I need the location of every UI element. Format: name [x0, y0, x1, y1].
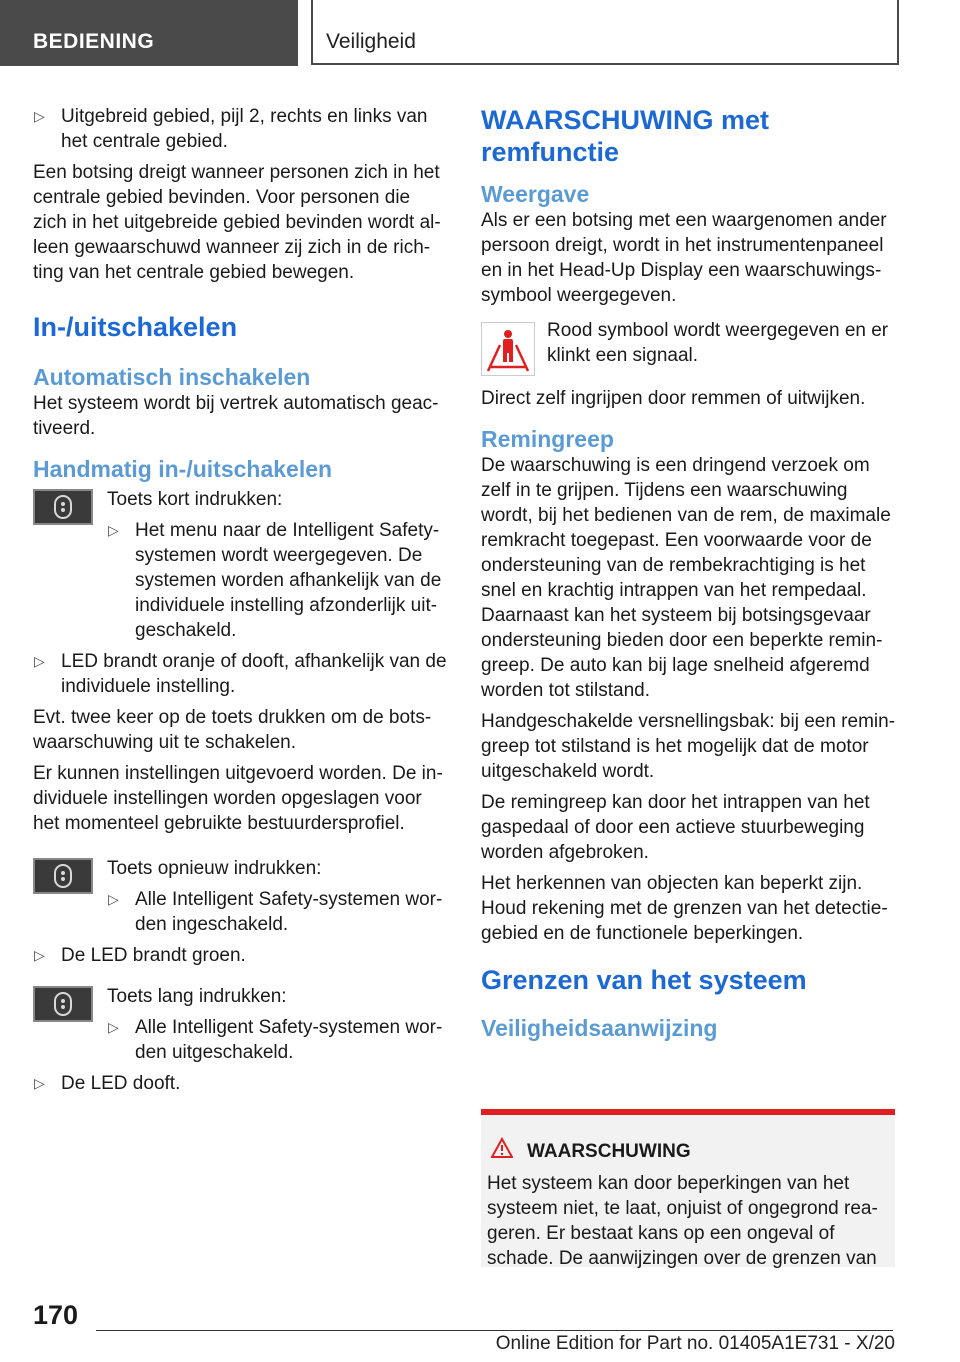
footer-edition: Online Edition for Part no. 01405A1E731 - X/20 — [495, 1333, 895, 1354]
list-item: ▷ Alle Intelligent Safety-systemen worden ingeschakeld. — [108, 889, 443, 935]
header-section-tab — [0, 0, 298, 66]
subsection-heading: Automatisch inschakelen — [33, 364, 311, 390]
triangle-bullet-icon: ▷ — [108, 522, 119, 538]
triangle-bullet-icon: ▷ — [34, 653, 45, 669]
section-heading: WAARSCHUWING met remfunctie — [481, 105, 769, 167]
right-column — [481, 104, 895, 1042]
list-item: ▷ Het menu naar de Intelligent Safety-systemen wordt weergegeven. De systemen worden afhankelijk van de individuele instelling afzonderlijk uitgeschakeld. — [108, 520, 442, 641]
subsection-heading: Weergave — [481, 181, 590, 207]
list-item: ▷ LED brandt oranje of dooft, afhankelijk van de individuele instelling. — [34, 651, 447, 697]
paragraph: Als er een botsing met een waargenomen ander persoon dreigt, wordt in het instrumentenpaneel en in het Head-Up Display een waarschuwingssymbool weergegeven. — [481, 210, 887, 306]
triangle-bullet-icon: ▷ — [108, 1019, 119, 1035]
paragraph: Het systeem wordt bij vertrek automatisch geactiveerd. — [33, 393, 439, 439]
symbol-description: Rood symbool wordt weergegeven en er klinkt een signaal. — [547, 320, 889, 366]
section-heading: In-/uitschakelen — [33, 312, 238, 342]
page-number: 170 — [33, 1300, 79, 1330]
triangle-bullet-icon: ▷ — [34, 108, 45, 124]
subsection-heading: Handmatig in-/uitschakelen — [33, 456, 333, 482]
paragraph: Het herkennen van objecten kan beperkt zijn. Houd rekening met de grenzen van het detectiegebied en de functionele beperkingen. — [481, 873, 888, 944]
header-section-label: BEDIENING — [33, 30, 155, 53]
warning-body: Het systeem kan door beperkingen van het systeem niet, te laat, onjuist of ongegrond reageren. Er bestaat kans op een ongeval of schade. De aanwijzingen over de grenzen van — [487, 1173, 878, 1269]
section-heading: Grenzen van het systeem — [481, 965, 807, 995]
button-instruction: Toets opnieuw indrukken: ▷ Alle Intelligent Safety-systemen worden ingeschakeld. — [33, 856, 448, 937]
footer-divider — [96, 1330, 893, 1331]
warning-symbol-row — [481, 318, 895, 382]
list-item: ▷ De LED dooft. — [34, 1073, 181, 1094]
triangle-bullet-icon: ▷ — [34, 1075, 45, 1091]
paragraph: De waarschuwing is een dringend verzoek om zelf in te grijpen. Tijdens een waarschuwing wordt, bij het bedienen van de rem, de maximale remkracht toegepast. Een voorwaarde voor de ondersteuning van de rembekrachtiging is het snel en krachtig intrappen van het rempedaal. Daarnaast kan het systeem bij botsingsgevaar ondersteuning bieden door een beperkte remingreep. De auto kan bij lage snelheid afgeremd worden tot stilstand. — [481, 455, 891, 701]
warning-triangle-icon — [491, 1137, 513, 1159]
warning-title: WAARSCHUWING — [527, 1141, 691, 1162]
subsection-heading: Veiligheidsaanwijzing — [481, 1015, 718, 1041]
subsection-heading: Remingreep — [481, 426, 614, 452]
safety-button-icon — [33, 489, 93, 525]
paragraph: De remingreep kan door het intrappen van het gaspedaal of door een actieve stuurbeweging worden afgebroken. — [481, 792, 870, 863]
safety-button-icon — [33, 858, 93, 894]
left-column — [33, 104, 448, 1102]
button-instruction: Toets kort indrukken: ▷ Het menu naar de Intelligent Safety-systemen wordt weergegeven. De systemen worden afhankelijk van de individuele instelling afzonderlijk uitgeschakeld. — [33, 487, 448, 643]
paragraph: Evt. twee keer op de toets drukken om de botswaarschuwing uit te schakelen. — [33, 707, 432, 753]
paragraph: Er kunnen instellingen uitgevoerd worden. De individuele instellingen worden opgeslagen voor het momenteel gebruikte bestuurdersprofiel. — [33, 763, 443, 834]
warning-box — [481, 1109, 895, 1267]
button-instruction: Toets lang indrukken: ▷ Alle Intelligent Safety-systemen worden uitgeschakeld. — [33, 984, 448, 1065]
header-topic-label: Veiligheid — [326, 30, 416, 53]
safety-button-icon — [33, 986, 93, 1022]
list-item: ▷ Alle Intelligent Safety-systemen worden uitgeschakeld. — [108, 1017, 443, 1063]
list-item: ▷ Uitgebreid gebied, pijl 2, rechts en links van het centrale gebied. — [34, 106, 428, 152]
list-item: ▷ De LED brandt groen. — [34, 945, 246, 966]
paragraph: Handgeschakelde versnellingsbak: bij een remingreep tot stilstand is het mogelijk dat de motor uitgeschakeld wordt. — [481, 711, 896, 782]
pedestrian-warning-icon — [481, 322, 535, 376]
paragraph: Direct zelf ingrijpen door remmen of uitwijken. — [481, 388, 866, 409]
header-topic-frame — [311, 0, 899, 65]
triangle-bullet-icon: ▷ — [34, 947, 45, 963]
triangle-bullet-icon: ▷ — [108, 891, 119, 907]
paragraph: Een botsing dreigt wanneer personen zich in het centrale gebied bevinden. Voor personen die zich in het uitgebreide gebied bevinden wordt alleen gewaarschuwd wanneer zij zich in de richting van het centrale gebied bewegen. — [33, 162, 441, 283]
